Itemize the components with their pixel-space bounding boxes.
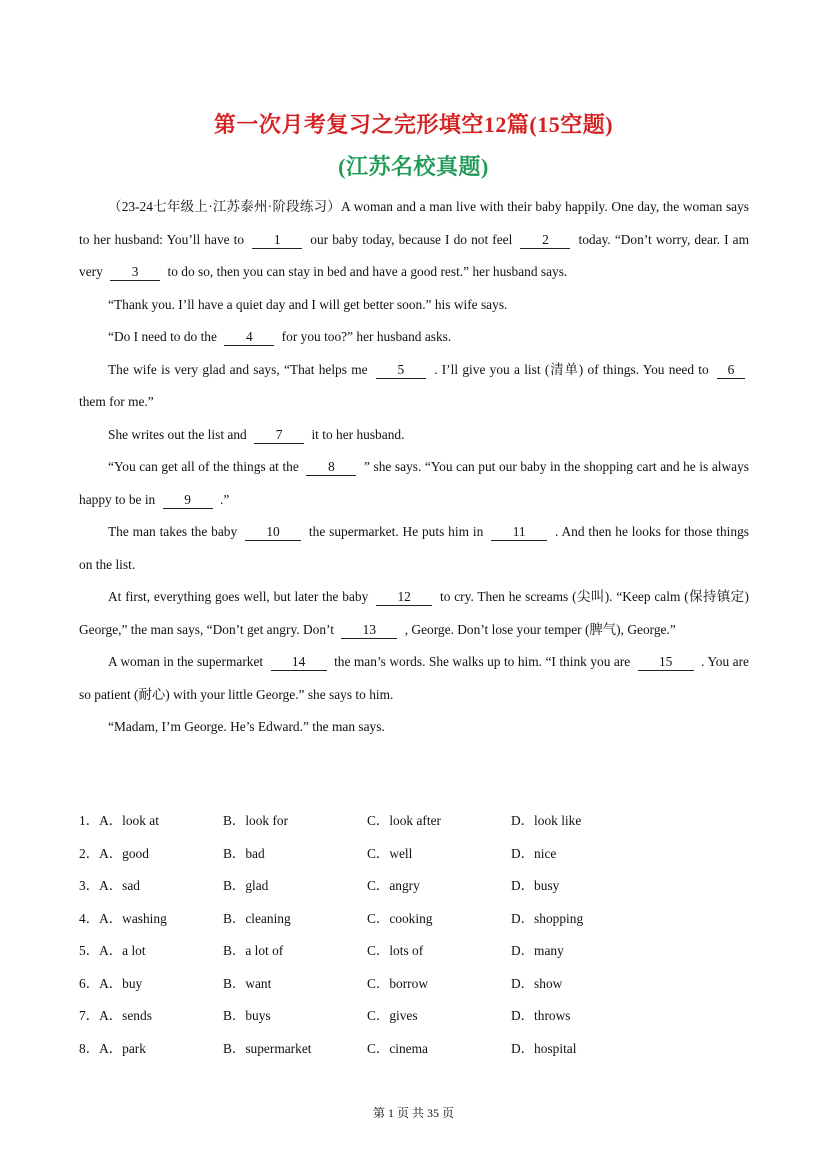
blank-11: 11 bbox=[491, 524, 547, 541]
text-segment: it to her husband. bbox=[311, 426, 405, 442]
paragraph-7 bbox=[79, 516, 749, 581]
text-segment: . You are so patient (耐心) with your little George.” she says to him. bbox=[79, 654, 749, 702]
text-segment: . And then he looks for those things on the list. bbox=[79, 524, 749, 572]
option-c: C．well bbox=[367, 845, 413, 861]
text-segment: She writes out the list and bbox=[108, 426, 247, 442]
paragraph-3 bbox=[79, 321, 749, 354]
text-segment: today. “Don’t worry, dear. I am very bbox=[79, 231, 750, 279]
paragraph-6 bbox=[79, 451, 749, 516]
option-b: B．glad bbox=[223, 878, 269, 893]
question-row bbox=[79, 1002, 749, 1035]
blank-5: 5 bbox=[376, 362, 426, 379]
option-d: D．many bbox=[511, 943, 564, 958]
option-b: B．want bbox=[223, 975, 272, 991]
paragraph-8 bbox=[79, 581, 749, 646]
blank-13: 13 bbox=[341, 622, 397, 639]
blank-9: 9 bbox=[163, 492, 213, 509]
blank-8: 8 bbox=[306, 459, 356, 476]
text-segment: the supermarket. He puts him in bbox=[308, 524, 484, 539]
question-row bbox=[79, 807, 749, 840]
option-c: C．look after bbox=[367, 813, 442, 828]
blank-2: 2 bbox=[520, 232, 570, 249]
page-subtitle: (江苏名校真题) bbox=[338, 154, 489, 179]
option-b: B．bad bbox=[223, 845, 265, 861]
text-segment: to do so, then you can stay in bed and have a good rest.” her husband says. bbox=[167, 264, 568, 279]
page-number-footer: 第 1 页 共 35 页 bbox=[372, 1106, 454, 1120]
paragraph-1 bbox=[79, 191, 749, 289]
text-segment: the man’s words. She walks up to him. “I think you are bbox=[334, 654, 631, 669]
text-segment: ” she says. “You can put our baby in the shopping cart and he is always happy to be in bbox=[79, 459, 749, 507]
blank-14: 14 bbox=[271, 654, 327, 671]
cloze-passage bbox=[79, 191, 749, 744]
question-row bbox=[79, 937, 749, 970]
option-a: 6．A．buy bbox=[79, 975, 143, 991]
text-segment: The wife is very glad and says, “That helps me bbox=[108, 361, 368, 377]
option-d: D．throws bbox=[511, 1008, 571, 1023]
option-a: 5．A．a lot bbox=[79, 943, 146, 958]
option-d: D．shopping bbox=[511, 910, 584, 926]
paragraph-2: “Thank you. I’ll have a quiet day and I will get better soon.” his wife says. bbox=[108, 296, 508, 312]
blank-7: 7 bbox=[254, 427, 304, 444]
option-a: 3．A．sad bbox=[79, 878, 140, 893]
page-title: 第一次月考复习之完形填空12篇(15空题) bbox=[213, 112, 614, 137]
paragraph-4 bbox=[79, 354, 749, 419]
option-b: B．look for bbox=[223, 813, 289, 828]
blank-1: 1 bbox=[252, 232, 302, 249]
text-segment: for you too?” her husband asks. bbox=[281, 329, 452, 344]
question-row bbox=[79, 840, 749, 873]
option-d: D．show bbox=[511, 975, 563, 991]
blank-12: 12 bbox=[376, 589, 432, 606]
question-row bbox=[79, 1035, 749, 1068]
text-segment: . I’ll give you a list (清单) of things. You need to bbox=[434, 361, 709, 377]
option-a: 8．A．park bbox=[79, 1040, 146, 1056]
text-segment: A woman in the supermarket bbox=[108, 654, 264, 669]
text-segment: , George. Don’t lose your temper (脾气), George.” bbox=[404, 621, 676, 637]
question-row bbox=[79, 905, 749, 938]
option-a: 2．A．good bbox=[79, 845, 149, 861]
option-a: 1．A．look at bbox=[79, 813, 159, 828]
blank-3: 3 bbox=[110, 264, 160, 281]
option-c: C．cooking bbox=[367, 910, 433, 926]
option-c: C．cinema bbox=[367, 1040, 428, 1056]
option-c: C．lots of bbox=[367, 943, 424, 958]
paragraph-5 bbox=[79, 419, 749, 452]
answer-options bbox=[79, 807, 749, 1067]
blank-15: 15 bbox=[638, 654, 694, 671]
blank-4: 4 bbox=[224, 329, 274, 346]
text-segment: them for me.” bbox=[79, 394, 154, 409]
option-c: C．gives bbox=[367, 1008, 418, 1023]
text-segment: The man takes the baby bbox=[108, 524, 238, 539]
option-c: C．angry bbox=[367, 878, 420, 893]
paragraph-10: “Madam, I’m George. He’s Edward.” the man says. bbox=[108, 719, 385, 734]
option-d: D．look like bbox=[511, 813, 582, 828]
text-segment: .” bbox=[219, 491, 230, 507]
blank-10: 10 bbox=[245, 524, 301, 541]
paragraph-9 bbox=[79, 646, 749, 711]
option-c: C．borrow bbox=[367, 975, 428, 991]
option-d: D．busy bbox=[511, 878, 560, 893]
option-b: B．cleaning bbox=[223, 910, 291, 926]
blank-6: 6 bbox=[717, 362, 745, 379]
text-segment: our baby today, because I do not feel bbox=[310, 231, 513, 247]
text-segment: （23-24七年级上·江苏泰州·阶段练习）A woman and a man live with their baby happily. One day, the woman says to her husband: You’ll have to bbox=[79, 199, 749, 247]
option-d: D．nice bbox=[511, 845, 557, 861]
text-segment: “Do I need to do the bbox=[108, 329, 217, 344]
option-a: 7．A．sends bbox=[79, 1008, 152, 1023]
option-a: 4．A．washing bbox=[79, 910, 167, 926]
option-d: D．hospital bbox=[511, 1040, 577, 1056]
option-b: B．buys bbox=[223, 1008, 271, 1023]
text-segment: to cry. Then he screams (尖叫). “Keep calm (保持镇定) George,” the man says, “Don’t get angry. Don’t bbox=[79, 589, 750, 637]
question-row bbox=[79, 970, 749, 1003]
question-row bbox=[79, 872, 749, 905]
option-b: B．supermarket bbox=[223, 1040, 312, 1056]
text-segment: At first, everything goes well, but later the baby bbox=[108, 589, 369, 604]
text-segment: “You can get all of the things at the bbox=[108, 459, 299, 474]
option-b: B．a lot of bbox=[223, 943, 284, 958]
